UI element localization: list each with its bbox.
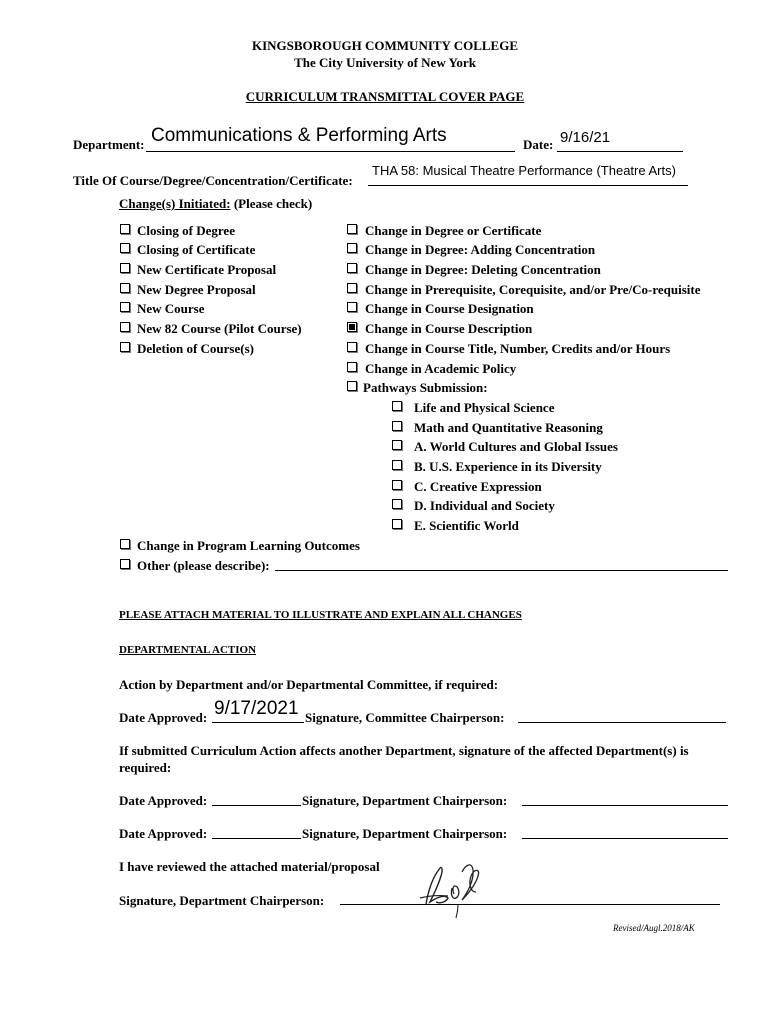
checkbox-deleting-concentration[interactable] [347,263,357,273]
checkbox-change-prerequisite[interactable] [347,283,357,293]
handwritten-signature [418,858,488,920]
option-label: New Certificate Proposal [137,262,277,277]
department-line [146,151,515,152]
checkbox-life-physical-science[interactable] [392,401,402,411]
dept-signature-field-3[interactable] [522,838,728,839]
option-label: Closing of Degree [137,223,235,238]
checkbox-creative-expression[interactable] [392,480,402,490]
reviewed-text: I have reviewed the attached material/proposal [119,859,380,874]
date-label: Date: [523,137,554,152]
department-label: Department: [73,137,145,152]
checkbox-new-certificate[interactable] [120,263,130,273]
option-label: Change in Prerequisite, Corequisite, and/or Pre/Co-requisite [365,282,701,297]
checkbox-change-degree-certificate[interactable] [347,224,357,234]
checkbox-individual-society[interactable] [392,499,402,509]
changes-heading-rest: (Please check) [230,196,313,211]
university-name: The City University of New York [294,55,476,70]
option-label: New 82 Course (Pilot Course) [137,321,302,336]
option-label: Change in Course Designation [365,301,534,316]
other-describe-field[interactable] [275,570,728,571]
dept-signature-label: Signature, Department Chairperson: [302,793,508,808]
checkbox-pathways-submission[interactable] [347,381,357,391]
checkbox-new-course[interactable] [120,302,130,312]
date-approved-label: Date Approved: [119,710,208,725]
course-title-line [368,185,688,186]
checkbox-other[interactable] [120,559,130,569]
option-label: New Course [137,301,205,316]
option-label: Other (please describe): [137,558,270,573]
option-label: C. Creative Expression [414,479,542,494]
option-label: Change in Course Title, Number, Credits and/or Hours [365,341,671,356]
institution-name: KINGSBOROUGH COMMUNITY COLLEGE [251,38,519,53]
final-signature-field[interactable] [340,904,720,905]
changes-heading-underlined: Change(s) Initiated: [119,196,231,211]
department-field[interactable]: Communications & Performing Arts [151,125,447,146]
option-label: Change in Degree: Deleting Concentration [365,262,601,277]
option-label: Change in Course Description [365,321,533,336]
option-label: Deletion of Course(s) [137,341,254,356]
option-label: Change in Program Learning Outcomes [137,538,360,553]
departmental-action-heading: DEPARTMENTAL ACTION [119,644,257,656]
checkbox-world-cultures[interactable] [392,440,402,450]
option-label: A. World Cultures and Global Issues [414,439,618,454]
checkbox-us-experience[interactable] [392,460,402,470]
checkbox-new-82-course[interactable] [120,322,130,332]
option-label: E. Scientific World [414,518,519,533]
form-title: CURRICULUM TRANSMITTAL COVER PAGE [245,89,525,104]
checkbox-math-quantitative[interactable] [392,421,402,431]
option-label: D. Individual and Society [414,498,555,513]
dept-signature-field-2[interactable] [522,805,728,806]
course-title-field[interactable]: THA 58: Musical Theatre Performance (Theatre Arts) [372,163,676,178]
checkbox-program-learning-outcomes[interactable] [120,539,130,549]
checkbox-closing-degree[interactable] [120,224,130,234]
date-approved-field-3[interactable] [212,838,301,839]
option-label: Math and Quantitative Reasoning [414,420,603,435]
checkbox-course-description[interactable] [347,322,357,332]
committee-prompt: Action by Department and/or Departmental Committee, if required: [119,677,499,692]
option-label: New Degree Proposal [137,282,256,297]
checkbox-scientific-world[interactable] [392,519,402,529]
date-field[interactable]: 9/16/21 [560,129,611,146]
option-label: B. U.S. Experience in its Diversity [414,459,602,474]
option-label: Change in Degree or Certificate [365,223,542,238]
date-line [557,151,683,152]
changes-heading [119,196,312,212]
affects-notice: If submitted Curriculum Action affects another Department, signature of the affected Department(s) is required: [119,743,689,775]
committee-signature-label: Signature, Committee Chairperson: [305,710,505,725]
date-approved-field[interactable]: 9/17/2021 [214,698,299,719]
committee-signature-field[interactable] [518,722,726,723]
checkbox-deletion-course[interactable] [120,342,130,352]
option-label: Closing of Certificate [137,242,256,257]
option-label: Life and Physical Science [414,400,555,415]
checkbox-academic-policy[interactable] [347,362,357,372]
attach-notice: PLEASE ATTACH MATERIAL TO ILLUSTRATE AND EXPLAIN ALL CHANGES [119,609,522,621]
option-label: Pathways Submission: [363,380,488,395]
checkbox-adding-concentration[interactable] [347,243,357,253]
option-label: Change in Degree: Adding Concentration [365,242,596,257]
date-approved-line [212,722,304,723]
date-approved-field-2[interactable] [212,805,301,806]
option-label: Change in Academic Policy [365,361,517,376]
dept-signature-label: Signature, Department Chairperson: [302,826,508,841]
date-approved-label: Date Approved: [119,826,208,841]
revision-note: Revised/Augl.2018/AK [613,923,695,933]
checkbox-course-designation[interactable] [347,302,357,312]
checkbox-course-title-number[interactable] [347,342,357,352]
checkbox-new-degree[interactable] [120,283,130,293]
final-signature-label: Signature, Department Chairperson: [119,893,325,908]
course-title-label: Title Of Course/Degree/Concentration/Certificate: [73,173,353,188]
checkbox-closing-certificate[interactable] [120,243,130,253]
date-approved-label: Date Approved: [119,793,208,808]
